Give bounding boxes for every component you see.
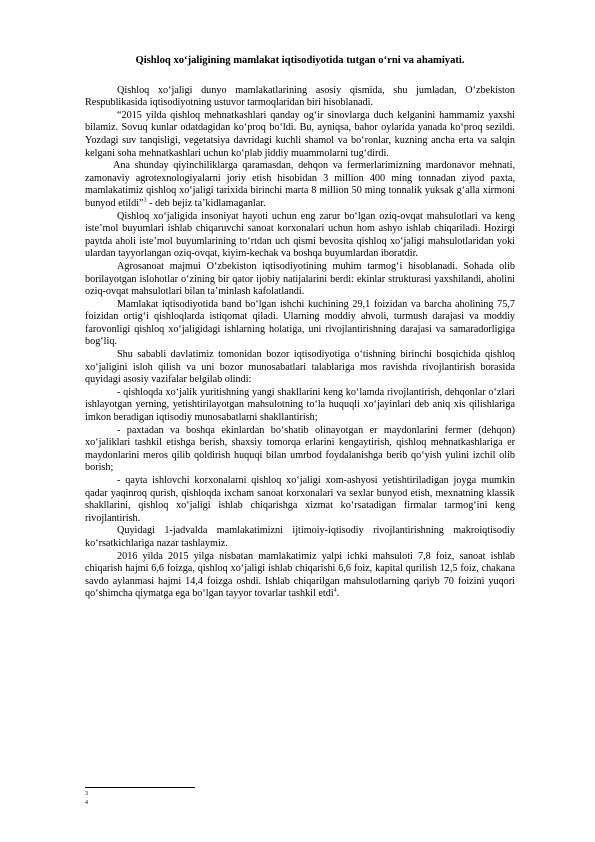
paragraph-3-suffix: - deb bejiz ta’kidlamaganlar. — [146, 197, 266, 209]
footnote-ref-3: 3 — [143, 197, 147, 204]
paragraph-1: Qishloq xo‘jaligi dunyo mamlakatlarining asosiy qismida, shu jumladan, O‘zbekiston Respublikasida iqtisodiyotning ustuvor tarmoqlaridan biri hisoblanadi. — [85, 84, 515, 109]
paragraph-4: Qishloq xo‘jaligida insoniyat hayoti uchun eng zarur bo‘lgan oziq-ovqat mahsulotlari va keng iste’mol buyumlari ishlab chiqaruvchi sanoat korxonalari uchun hom ashyo ishlab chiqariladi. Hozirgi paytda aholi iste’mol buyumlarining to‘rtdan uch qismi bevosita qishloq xo‘jaligi mahsulotlaridan yoki ulardan tayyorlangan oziq-ovqat, kiyim-kechak va boshqa buyumlardan iboratdir. — [85, 210, 515, 260]
paragraph-8: - qishloqda xo‘jalik yuritishning yangi shakllarini keng ko‘lamda rivojlantirish, dehqonlar o‘zlari ishlayotgan yerning, yetishtirilayotgan mahsulotning to‘la huquqli xo‘jayinlari deb aniq xis qilishlariga imkon beradigan iqtisodiy munosabatlarni shakllantirish; — [85, 386, 515, 424]
footnote-divider — [85, 787, 195, 788]
paragraph-12 — [85, 551, 515, 601]
paragraph-10: - qayta ishlovchi korxonalarni qishloq xo‘jaligi xom-ashyosi yetishtiriladigan joyga mumkin qadar yaqinroq qurish, qishloqda ixcham sanoat korxonalari va sexlar bunyod etish, mexnatning klassik shakllarini, qishloq xo‘jaligi ishlab chiqarishga xizmat ko‘rsatadigan firmalar tarmog‘ini keng rivojlantirish. — [85, 475, 515, 524]
paragraph-6: Mamlakat iqtisodiyotida band bo‘lgan ishchi kuchining 29,1 foizidan va barcha aholining 75,7 foizidan ortig‘i qishloqlarda istiqomat qiladi. Ularning moddiy ahvoli, turmush darajasi va moddiy farovonligi qishloq xo‘jaligidagi ishlarning holatiga, uni rivojlantirishning darajasi va samaradorligiga bog‘liq. — [85, 298, 515, 348]
document-title: Qishloq xo‘jaligining mamlakat iqtisodiyotida tutgan o‘rni va ahamiyati. — [135, 55, 465, 66]
paragraph-5: Agrosanoat majmui O‘zbekiston iqtisodiyotining muhim tarmog‘i hisoblanadi. Sohada olib borilayotgan islohotlar o‘zining bir qator ijobiy natijalarini berdi: ekinlar strukturasi yaxshilandi, aholini oziq-ovqat mahsulotlari bilan ta’minlash kafolatlandi. — [85, 260, 515, 298]
footnote-4: 4 — [85, 800, 88, 806]
paragraph-11: Quyidagi 1-jadvalda mamlakatimizni ijtimoiy-iqtisodiy rivojlantirishning makroiqtisodiy ko‘rsatkichlariga nazar tashlaymiz. — [85, 525, 515, 549]
paragraph-3 — [85, 160, 515, 210]
paragraph-12-text: 2016 yilda 2015 yilga nisbatan mamlakatimiz yalpi ichki mahsuloti 7,8 foiz, sanoat ishlab chiqarish hajmi 6,6 foizga, qishloq xo‘jaligi ishlab chiqarishi 6,6 foiz, kapital qurilish 12,5 foiz, chakana savdo aylanmasi hajmi 14,4 foizga oshdi. Ishlab chiqarilgan mahsulotlarning qariyb 70 foizini yuqori qo‘shimcha qiymatga ega bo‘lgan tayyor tovarlar tashkil etdi — [85, 550, 515, 600]
document-page — [85, 55, 515, 601]
footnote-ref-4: 4 — [333, 587, 337, 594]
paragraph-7: Shu sababli davlatimiz tomonidan bozor iqtisodiyotiga o‘tishning birinchi bosqichida qishloq xo‘jaligini isloh qilish va uni bozor munosabatlari talablariga mos ravishda rivojlantirish borasida quyidagi asosiy vazifalar belgilab olindi: — [85, 349, 515, 386]
paragraph-9: - paxtadan va boshqa ekinlardan bo‘shatib olinayotgan er maydonlarini fermer (dehqon) xo‘jaliklari tashkil etishga berish, shaxsiy tomorqa erlarini kengaytirish, qishloq mehnatkashlariga er maydonlarini meros qilib qoldirish huquqi bilan umrbod foydalanishga berib qo‘yish yulini izchil olib borish; — [85, 424, 515, 474]
paragraph-2: “2015 yilda qishloq mehnatkashlari qanday og‘ir sinovlarga duch kelganini hammamiz yaxshi bilamiz. Sovuq kunlar odatdagidan ko‘proq bo‘ldi. Bu, ayniqsa, bahor oylarida yanada ko‘proq sezildi. Yozdagi suv tanqisligi, vegetatsiya davridagi kuchli shamol va bo‘ronlar, kuzning ancha erta va salqin kelgani soha mehnatkashlari uchun ko‘plab jiddiy muammolarni tug‘dirdi. — [85, 109, 515, 159]
paragraph-3-text: Ana shunday qiyinchiliklarga qaramasdan, dehqon va fermerlarimizning mardonavor mehnati, zamonaviy agrotexnologiyalarni joriy etish hisobidan 3 million 400 ming tonnadan ziyod paxta, mamlakatimiz qishloq xo‘jaligi tarixida birinchi marta 8 million 50 ming tonnalik yuksak g‘alla xirmoni bunyod etildi” — [85, 160, 515, 209]
footnote-3: 3 — [85, 791, 88, 797]
paragraph-12-suffix: . — [336, 588, 340, 600]
footnotes-section — [85, 787, 515, 808]
